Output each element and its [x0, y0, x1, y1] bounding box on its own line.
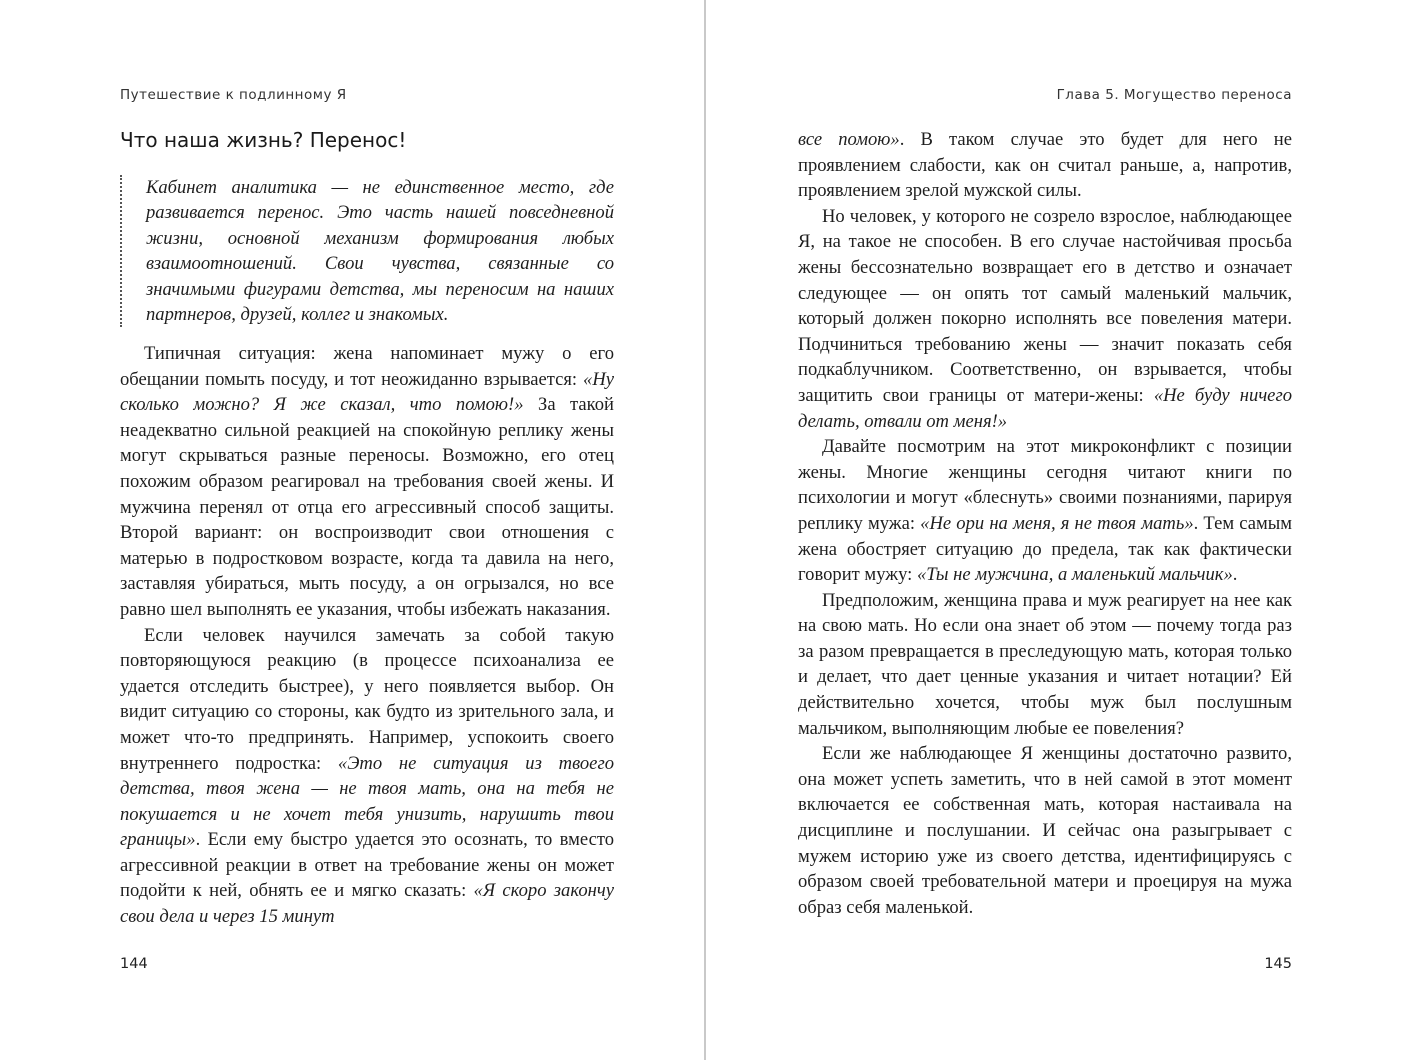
- left-p2-quote-1: «Это не ситуация из твоего детства, твоя жена — не твоя мать, она на тебя не покушается и не хочет тебя унизить, нарушить твои границы»: [120, 752, 614, 851]
- right-p3-text-a: Давайте посмотрим на этот микроконфликт с позиции жены. Многие женщины сегодня читают книги по психологии и могут «блеснуть» своими познаниями, парируя реплику мужа:: [798, 436, 1292, 534]
- right-paragraph-1: [798, 127, 1292, 204]
- page-number-right: 145: [1264, 956, 1292, 972]
- left-p1-text-a: Типичная ситуация: жена напоминает мужу о его обещании помыть посуду, и тот неожиданно взрывается:: [120, 343, 614, 390]
- book-gutter: [704, 0, 706, 1060]
- right-p1-text-b: . В таком случае это будет для него не проявлением слабости, как он считал раньше, а, напротив, проявлением зрелой мужской силы.: [798, 129, 1292, 202]
- right-paragraph-5: Если же наблюдающее Я женщины достаточно развито, она может успеть заметить, что в ней самой в этот момент включается ее собственная мать, которая настаивала на дисциплине и послушании. И сейчас она разыгрывает с мужем историю уже из своего детства, идентифицируясь с образом своей требовательной матери и проецируя на мужа образ себя маленькой.: [798, 743, 1292, 918]
- right-page: [798, 0, 1292, 1060]
- running-head-left: Путешествие к подлинному Я: [120, 87, 347, 103]
- left-body-text: [120, 341, 614, 930]
- right-p3-text-e: .: [1232, 564, 1238, 586]
- right-p2-text-a: Но человек, у которого не созрело взрослое, наблюдающее Я, на такое не способен. В его случае настойчивая просьба жены бессознательно возвращает его в детство и означает следующее — он опять тот самый маленький мальчик, который должен покорно исполнять все повеления матери. Подчиниться требованию жены — значит показать себя подкаблучником. Соответственно, он взрывается, чтобы защитить свои границы от матери-жены:: [798, 205, 1292, 406]
- left-p2-quote-2: «Я скоро закончу свои дела и через 15 минут: [120, 880, 614, 928]
- left-p2-text-c: . Если ему быстро удается это осознать, то вместо агрессивной реакции в ответ на требование жены он может подойти к ней, обнять ее и мягко сказать:: [120, 829, 614, 902]
- right-p3-quote-2: «Ты не мужчина, а маленький мальчик»: [916, 564, 1233, 586]
- right-p3-text-c: . Тем самым жена обостряет ситуацию до предела, так как фактически говорит мужу:: [798, 512, 1292, 586]
- right-p3-quote-1: «Не ори на меня, я не твоя мать»: [920, 512, 1194, 534]
- left-p1-text-c: За такой неадекватно сильной реакцией на спокойную реплику жены могут скрываться разные переносы. Возможно, его отец похожим образом реагировал на требования своей жены. И мужчина перенял от отца его агрессивный способ защиты. Второй вариант: он воспроизводит свои отношения с матерью в подростковом возрасте, когда та давила на него, заставляя убираться, мыть посуду, а он огрызался, но все равно шел выполнять ее указания, чтобы избежать наказания.: [120, 394, 614, 620]
- left-paragraph-2: [120, 623, 614, 930]
- running-head-right: Глава 5. Могущество переноса: [1056, 87, 1292, 103]
- right-p2-quote: «Не буду ничего делать, отвали от меня!»: [798, 384, 1292, 432]
- left-page: [120, 0, 614, 1060]
- left-p1-quote: «Ну сколько можно? Я же сказал, что помою!»: [120, 368, 614, 416]
- right-paragraph-4: Предположим, женщина права и муж реагирует на нее как на свою мать. Но если она знает об этом — почему тогда раз за разом превращается в преследующую мать, которая только и делает, что дает ценные указания и читает нотации? Ей действительно хочется, чтобы муж был послушным мальчиком, выполняющим любые ее повеления?: [798, 589, 1292, 739]
- epigraph-block: [120, 175, 614, 327]
- page-number-left: 144: [120, 956, 148, 972]
- right-p1-quote: все помою»: [798, 129, 900, 150]
- right-paragraph-2: [798, 204, 1292, 434]
- epigraph-text: Кабинет аналитика — не единственное место, где развивается перенос. Это часть нашей повседневной жизни, основной механизм формирования любых взаимоотношений. Свои чувства, связанные со значимыми фигурами детства, мы переносим на наших партнеров, друзей, коллег и знакомых.: [146, 177, 614, 326]
- section-title: Что наша жизнь? Перенос!: [120, 128, 407, 152]
- right-paragraph-3: [798, 434, 1292, 588]
- right-body-text: [798, 127, 1292, 920]
- left-p2-text-a: Если человек научился замечать за собой такую повторяющуюся реакцию (в процессе психоанализа ее удается отследить быстрее), у него появляется выбор. Он видит ситуацию со стороны, как будто из зрительного зала, и может что-то предпринять. Например, успокоить своего внутреннего подростка:: [120, 624, 614, 774]
- left-paragraph-1: [120, 341, 614, 623]
